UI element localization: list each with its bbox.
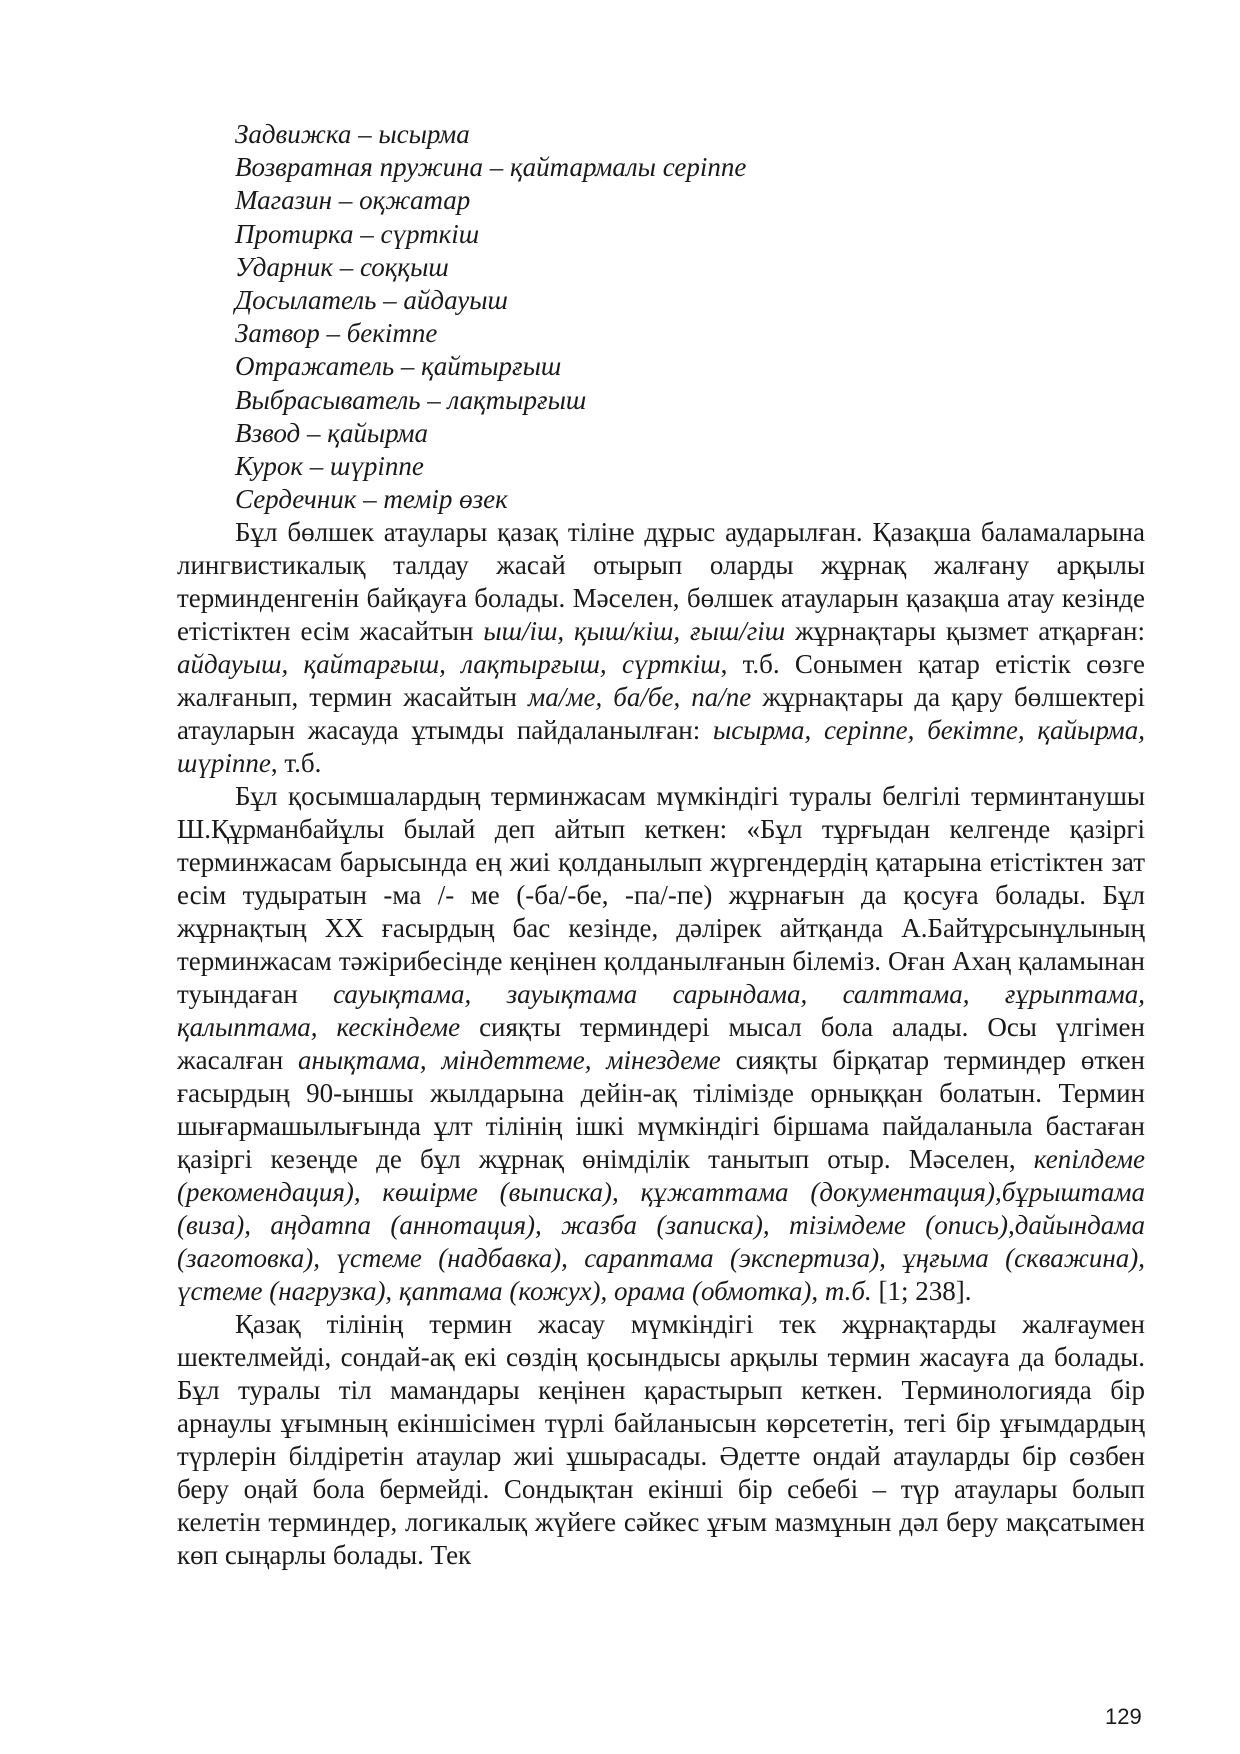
term-list	[235, 118, 1135, 516]
italic-run: ысырма, серіппе, бекітпе, қайырма, шүріппе	[177, 715, 1145, 778]
paragraph-1	[177, 516, 1145, 780]
text-run: , т.б. Сонымен қатар етістік сөзге жалғанып, термин жасайтын	[177, 649, 1145, 712]
term-item: Выбрасыватель – лақтырғыш	[235, 384, 587, 415]
term-item: Ударник – соққыш	[235, 251, 449, 282]
text-run: жұрнақтары да қару бөлшектері атауларын жасауда ұтымды пайдаланылған:	[177, 682, 1145, 745]
term-item: Протирка – сүрткіш	[235, 218, 480, 249]
italic-run: ма/ме, ба/бе, па/пе	[528, 682, 752, 712]
text-run: сияқты бірқатар терминдер өткен ғасырдың 90-ыншы жылдарына дейін-ақ тілімізде орныққан болатын. Термин шығармашылығында ұлт тілінің ішкі мүмкіндігі біршама пайдаланыла бастаған қазіргі кезеңде де бұл жұрнақ өнімділік танытып отыр. Мәселен,	[177, 1045, 1146, 1174]
term-item: Задвижка – ысырма	[235, 119, 470, 149]
text-run: , т.б.	[270, 748, 322, 778]
term-item: Затвор – бекітпе	[235, 318, 438, 349]
term-item: Отражатель – қайтырғыш	[235, 351, 562, 382]
citation: [1; 238].	[871, 1276, 972, 1306]
italic-run: сауықтама, зауықтама сарындама, салттама, ғұрыптама, қалыптама, кескіндеме	[177, 979, 1146, 1042]
italic-run: айдауыш, қайтарғыш, лақтырғыш, сүрткіш	[177, 649, 721, 679]
term-item: Сердечник – темір өзек	[235, 484, 508, 515]
paragraph-2	[177, 780, 1145, 1308]
text-run: сияқты терминдері мысал бола алады. Осы үлгімен жасалған	[177, 1012, 1145, 1075]
page-number: 129	[1105, 1704, 1142, 1729]
term-item: Взвод – қайырма	[235, 417, 428, 448]
text-run: Бұл бөлшек атаулары қазақ тіліне дұрыс аударылған. Қазақша баламаларына лингвистикалық талдау жасай отырып оларды жұрнақ жалғану арқылы терминденгенін байқауға болады. Мәселен, бөлшек атауларын қазақша атау кезінде етістіктен есім жасайтын	[177, 517, 1145, 646]
paragraph-3	[177, 1308, 1145, 1572]
body-text	[177, 516, 1145, 1572]
term-item: Магазин – оқжатар	[235, 185, 471, 216]
term-item: Курок – шүріппе	[235, 450, 424, 481]
term-item: Возвратная пружина – қайтармалы серіппе	[235, 152, 747, 183]
term-item: Досылатель – айдауыш	[235, 284, 508, 315]
italic-run: анықтама, міндеттеме, мінездеме	[298, 1045, 721, 1075]
italic-run: кепілдеме (рекомендация), көшірме (выписка), құжаттама (документация),бұрыштама (виза), аңдатпа (аннотация), жазба (записка), тізімдеме (опись),дайындама (заготовка), үстеме (надбавка), сараптама (экспертиза), ұңғыма (скважина), үстеме (нагрузка), қаптама (кожух), орама (обмотка), т.б.	[177, 1144, 1145, 1306]
italic-run: ыш/іш, қыш/кіш, ғыш/гіш	[483, 616, 786, 646]
text-run: Бұл қосымшалардың терминжасам мүмкіндігі туралы белгілі терминтанушы Ш.Құрманбайұлы былай деп айтып кеткен: «Бұл тұрғыдан келгенде қазіргі терминжасам барысында ең жиі қолданылып жүргендердің қатарына етістіктен зат есім тудыратын -ма /- ме (-ба/-бе, -па/-пе) жұрнағын да қосуға болады. Бұл жұрнақтың XX ғасырдың бас кезінде, дәлірек айтқанда А.Байтұрсынұлының терминжасам тәжірибесінде кеңінен қолданылғанын білеміз. Оған Ахаң қаламынан туындаған	[177, 781, 1145, 1009]
text-run: жұрнақтары қызмет атқарған:	[785, 616, 1145, 646]
text-run: Қазақ тілінің термин жасау мүмкіндігі тек жұрнақтарды жалғаумен шектелмейді, сондай-ақ екі сөздің қосындысы арқылы термин жасауға да болады. Бұл туралы тіл мамандары кеңінен қарастырып кеткен. Терминологияда бір арнаулы ұғымның екіншісімен түрлі байланысын көрсететін, тегі бір ұғымдардың түрлерін білдіретін атаулар жиі ұшырасады. Әдетте ондай атауларды бір сөзбен беру оңай бола бермейді. Сондықтан екінші бір себебі – түр атаулары болып келетін терминдер, логикалық жүйеге сәйкес ұғым мазмұнын дәл беру мақсатымен көп сыңарлы болады. Тек	[177, 1309, 1145, 1570]
